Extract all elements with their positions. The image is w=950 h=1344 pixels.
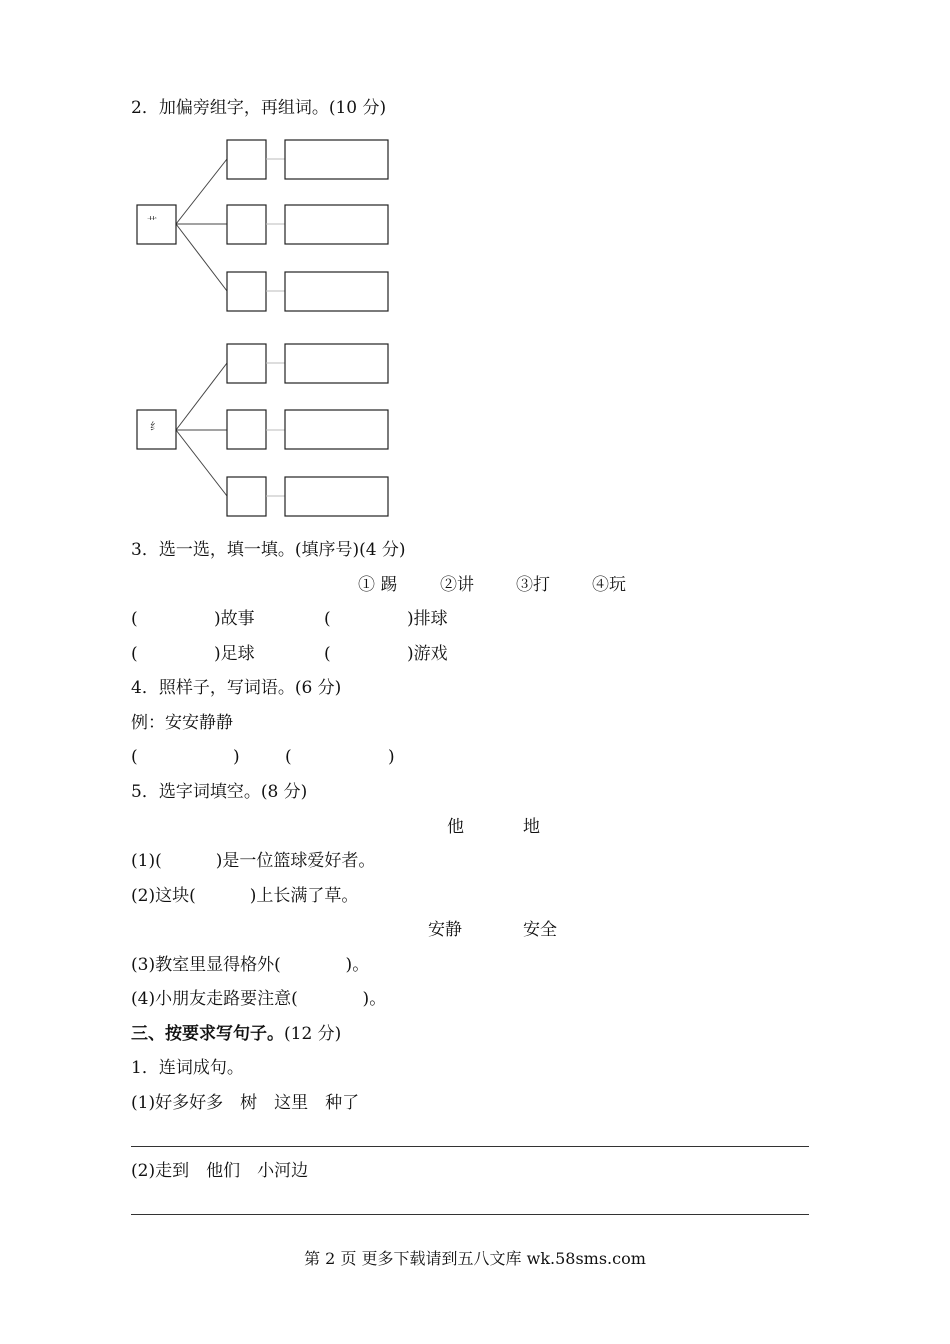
q5-word-di: 地 bbox=[523, 817, 540, 837]
char-box-1a[interactable] bbox=[227, 140, 266, 179]
radical-tree-diagram bbox=[0, 0, 950, 540]
q2-heading: 2．加偏旁组字，再组词。(10 分) bbox=[131, 98, 387, 118]
q3-blank-open-2: ( bbox=[324, 609, 331, 629]
word-box-2b[interactable] bbox=[285, 410, 388, 449]
word-box-1b[interactable] bbox=[285, 205, 388, 244]
root-radical-1: 艹 bbox=[147, 217, 157, 228]
answer-line-1[interactable] bbox=[131, 1146, 809, 1147]
char-box-2c[interactable] bbox=[227, 477, 266, 516]
q5-sentence-3: (3)教室里显得格外( )。 bbox=[131, 955, 370, 975]
word-box-1a[interactable] bbox=[285, 140, 388, 179]
q5-word-ta: 他 bbox=[447, 817, 464, 837]
root-radical-2: 纟 bbox=[150, 422, 160, 433]
section3-sub1: 1．连词成句。 bbox=[131, 1058, 244, 1078]
section3-heading-wrap bbox=[131, 1024, 341, 1044]
q3-option-1: ① 踢 bbox=[358, 575, 398, 595]
q3-blank-open-3: ( bbox=[131, 644, 138, 664]
word-box-2a[interactable] bbox=[285, 344, 388, 383]
q3-option-3: ③打 bbox=[516, 575, 550, 595]
char-box-2b[interactable] bbox=[227, 410, 266, 449]
answer-line-2[interactable] bbox=[131, 1214, 809, 1215]
radical-tree-2 bbox=[137, 344, 388, 516]
q4-blank-close-2: ) bbox=[388, 747, 395, 767]
q3-blank-close-3: )足球 bbox=[214, 644, 255, 664]
section3-question-2: (2)走到 他们 小河边 bbox=[131, 1161, 309, 1181]
q3-blank-open-4: ( bbox=[324, 644, 331, 664]
q5-word-anjing: 安静 bbox=[428, 920, 462, 940]
char-box-2a[interactable] bbox=[227, 344, 266, 383]
q3-option-4: ④玩 bbox=[592, 575, 626, 595]
q3-heading: 3．选一选，填一填。(填序号)(4 分) bbox=[131, 540, 406, 560]
q3-option-2: ②讲 bbox=[440, 575, 474, 595]
char-box-1c[interactable] bbox=[227, 272, 266, 311]
q5-sentence-4: (4)小朋友走路要注意( )。 bbox=[131, 989, 387, 1009]
word-box-1c[interactable] bbox=[285, 272, 388, 311]
section3-question-1: (1)好多好多 树 这里 种了 bbox=[131, 1093, 360, 1113]
q5-word-anquan: 安全 bbox=[523, 920, 557, 940]
q4-blank-close-1: ) bbox=[233, 747, 240, 767]
section3-score: (12 分) bbox=[284, 1024, 342, 1044]
q5-sentence-1: (1)( )是一位篮球爱好者。 bbox=[131, 851, 376, 871]
q4-blank-open-2: ( bbox=[285, 747, 292, 767]
radical-tree-1 bbox=[137, 140, 388, 311]
q5-sentence-2: (2)这块( )上长满了草。 bbox=[131, 886, 359, 906]
q3-blank-close-1: )故事 bbox=[214, 609, 255, 629]
section3-heading: 三、按要求写句子。 bbox=[131, 1024, 284, 1044]
q4-heading: 4．照样子，写词语。(6 分) bbox=[131, 678, 342, 698]
q3-blank-open-1: ( bbox=[131, 609, 138, 629]
q3-blank-close-2: )排球 bbox=[407, 609, 448, 629]
q3-blank-close-4: )游戏 bbox=[407, 644, 448, 664]
word-box-2c[interactable] bbox=[285, 477, 388, 516]
q4-example: 例：安安静静 bbox=[131, 713, 233, 733]
q4-blank-open-1: ( bbox=[131, 747, 138, 767]
char-box-1b[interactable] bbox=[227, 205, 266, 244]
page-footer: 第 2 页 更多下载请到五八文库 wk.58sms.com bbox=[304, 1249, 646, 1268]
q5-heading: 5．选字词填空。(8 分) bbox=[131, 782, 308, 802]
